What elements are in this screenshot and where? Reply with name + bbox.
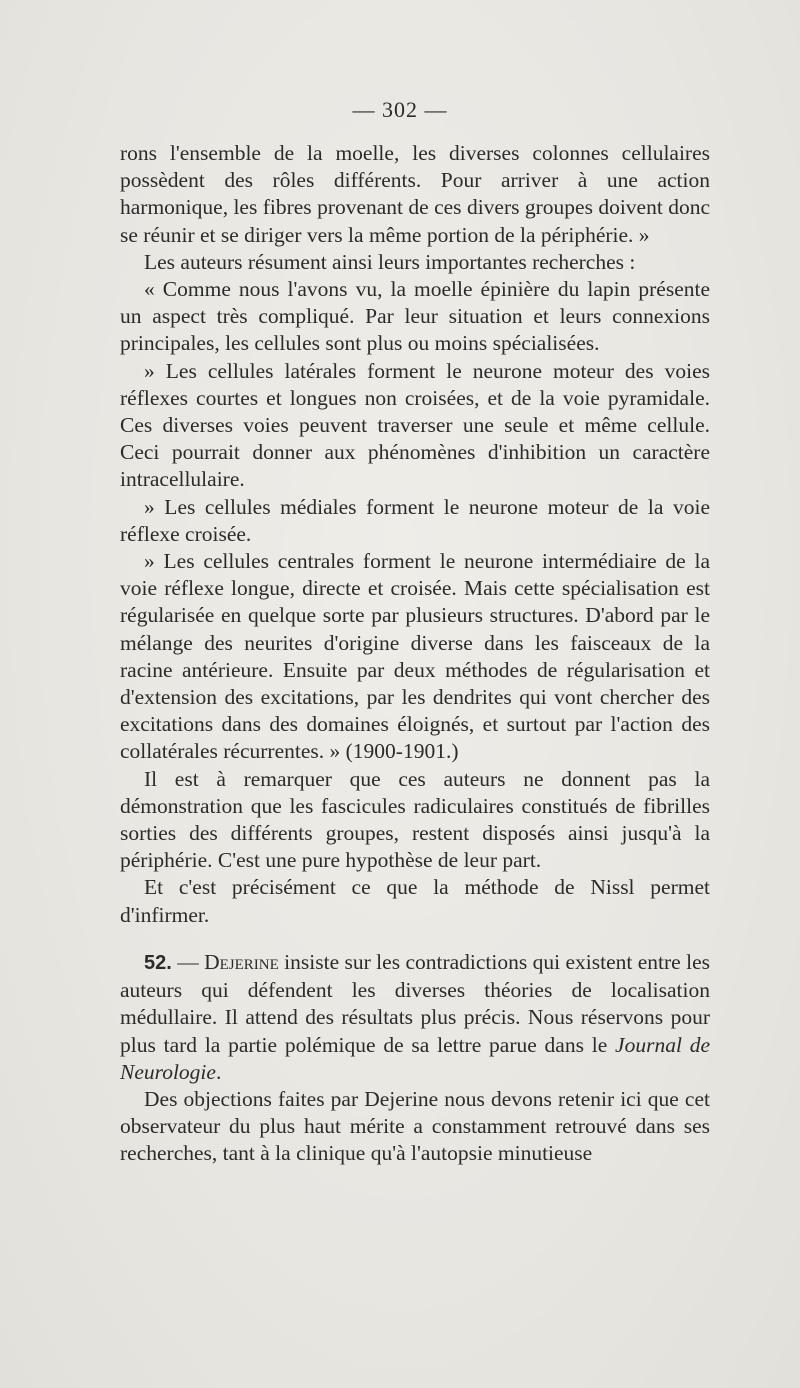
author-name: Dejerine: [204, 949, 279, 974]
paragraph-3: « Comme nous l'avons vu, la moelle épinière du lapin présente un aspect très compliqué. Par leur situation et leurs connexions principales, les cellules sont plus ou moins spécialisées.: [120, 277, 710, 356]
paragraph-4: » Les cellules latérales forment le neurone moteur des voies réflexes courtes et longues non croisées, et de la voie pyramidale. Ces diverses voies peuvent traverser une seule et même cellule. Ceci pourrait donner aux phénomènes d'inhibition un caractère intracellulaire.: [120, 358, 710, 492]
section-number: 52.: [144, 951, 172, 974]
paragraph-8: Et c'est précisément ce que la méthode de Nissl permet d'infirmer.: [120, 875, 710, 927]
paragraph-6: » Les cellules centrales forment le neurone intermédiaire de la voie réflexe longue, directe et croisée. Mais cette spécialisation est régularisée en quelque sorte par plusieurs structures. D'abord par le mélange des neurites d'origine diverse dans les faisceaux de la racine antérieure. Ensuite par deux méthodes de régularisation et d'extension des excitations, par les dendrites qui vont chercher des excitations dans des domaines éloignés, et surtout par l'action des collatérales récurrentes. » (1900-1901.): [120, 549, 710, 764]
final-paragraph: Des objections faites par Dejerine nous devons retenir ici que cet observateur du plus haut mérite a constamment retrouvé dans ses recherches, tant à la clinique qu'à l'autopsie minutieuse: [120, 1086, 710, 1166]
page-body: [120, 140, 710, 1168]
paragraph-7: Il est à remarquer que ces auteurs ne donnent pas la démonstration que les fascicules radiculaires constitués de fibrilles sorties des différents groupes, restent disposés ainsi jusqu'à la périphérie. C'est une pure hypothèse de leur part.: [120, 766, 710, 873]
journal-title: Journal de Neurologie: [120, 1032, 710, 1084]
page-number: — 302 —: [352, 97, 448, 122]
section-52-paragraph: [120, 949, 710, 1086]
paragraph-1: rons l'ensemble de la moelle, les diverses colonnes cellulaires possèdent des rôles différents. Pour arriver à une action harmonique, les fibres provenant de ces divers groupes doivent donc se réunir et se diriger vers la même portion de la périphérie. »: [120, 141, 710, 247]
section-text-end: .: [215, 1059, 222, 1084]
paragraph-2: Les auteurs résument ainsi leurs importantes recherches :: [144, 249, 636, 274]
paragraph-5: » Les cellules médiales forment le neurone moteur de la voie réflexe croisée.: [120, 494, 710, 546]
section-gap: [120, 929, 710, 949]
section-text: insiste sur les contradictions qui existent entre les auteurs qui défendent les diverses théories de localisation médullaire. Il attend des résultats plus précis. Nous réservons pour plus tard la partie polémique de sa lettre parue dans le: [120, 949, 710, 1057]
section-dash: —: [171, 949, 205, 974]
